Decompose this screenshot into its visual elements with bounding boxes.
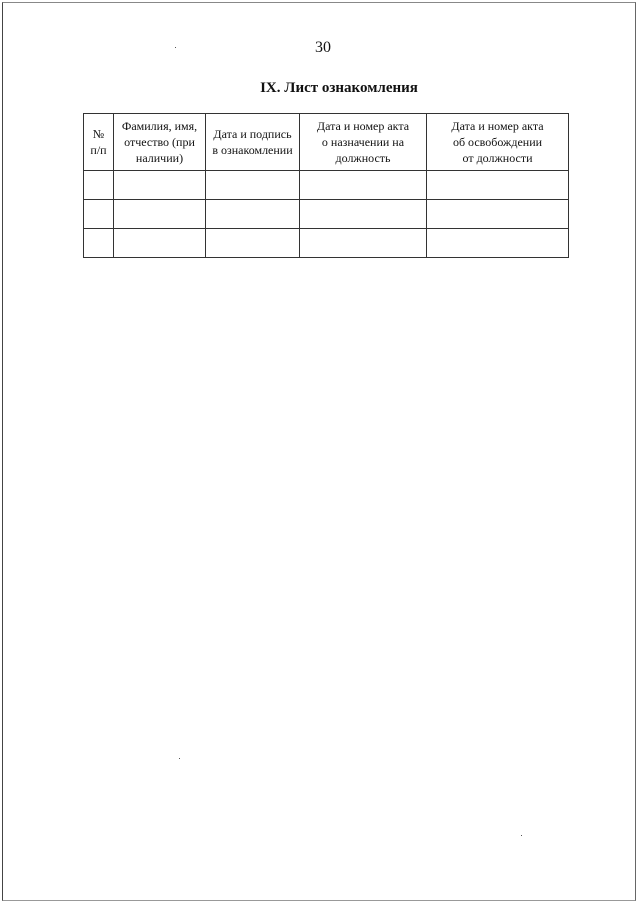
table-row bbox=[84, 229, 569, 258]
table-cell bbox=[84, 200, 114, 229]
table-header-row bbox=[84, 114, 569, 171]
table-cell bbox=[84, 171, 114, 200]
table-cell bbox=[206, 171, 300, 200]
scan-speck bbox=[175, 47, 176, 48]
table-cell bbox=[300, 171, 427, 200]
table-cell bbox=[84, 229, 114, 258]
table-cell bbox=[427, 171, 569, 200]
table-cell bbox=[114, 200, 206, 229]
acquaintance-table bbox=[83, 113, 569, 258]
header-appointment-act: Дата и номер акта о назначении на должность bbox=[300, 114, 427, 171]
scan-speck bbox=[521, 835, 522, 836]
table-row bbox=[84, 171, 569, 200]
table-cell bbox=[300, 200, 427, 229]
page-number: 30 bbox=[315, 39, 331, 56]
table-cell bbox=[427, 200, 569, 229]
document-page bbox=[2, 2, 636, 901]
table-row bbox=[84, 200, 569, 229]
header-date-signature: Дата и подпись в ознакомлении bbox=[206, 114, 300, 171]
header-full-name: Фамилия, имя, отчество (при наличии) bbox=[114, 114, 206, 171]
table-cell bbox=[427, 229, 569, 258]
table-cell bbox=[114, 171, 206, 200]
header-dismissal-act: Дата и номер акта об освобождении от должности bbox=[427, 114, 569, 171]
table-cell bbox=[206, 200, 300, 229]
scan-speck bbox=[179, 758, 180, 759]
section-title: IX. Лист ознакомления bbox=[260, 80, 418, 96]
table-cell bbox=[300, 229, 427, 258]
header-number: № п/п bbox=[84, 114, 114, 171]
table-cell bbox=[206, 229, 300, 258]
table-cell bbox=[114, 229, 206, 258]
